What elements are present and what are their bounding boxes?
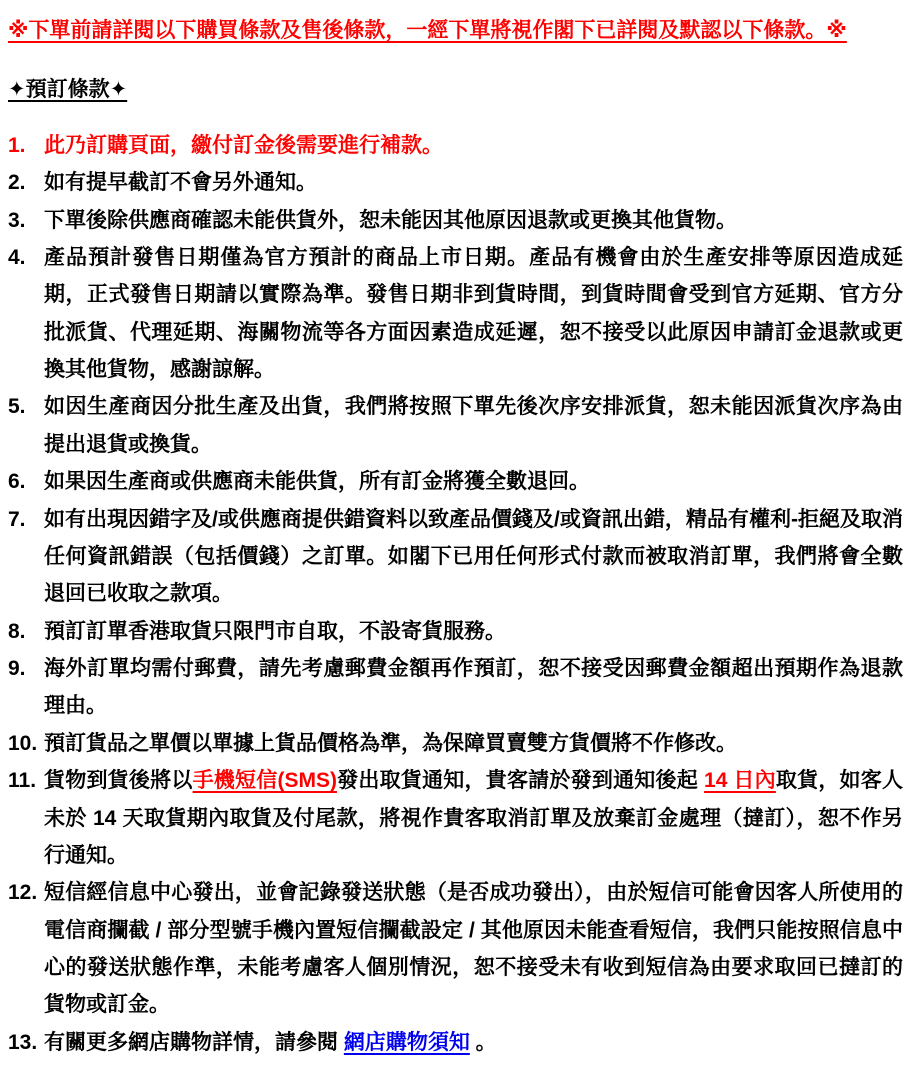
term-item — [8, 762, 903, 874]
term-item — [8, 164, 903, 201]
term-text-segment: 下單後除供應商確認未能供貨外，恕未能因其他原因退款或更換其他貨物。 — [44, 208, 737, 232]
highlight-red-text: 14 日內 — [704, 769, 776, 793]
term-number: 5. — [8, 395, 26, 419]
term-number: 2. — [8, 171, 26, 195]
term-text-segment: 如有出現因錯字及/或供應商提供錯資料以致產品價錢及/或資訊出錯，精品有權利-拒絕及取消任何資訊錯誤（包括價錢）之訂單。如閣下已用任何形式付款而被取消訂單，我們將會全數退回已收取之款項。 — [44, 507, 903, 606]
term-text-segment: 如因生產商因分批生產及出貨，我們將按照下單先後次序安排派貨，恕未能因派貨次序為由提出退貨或換貨。 — [44, 395, 903, 456]
term-number: 10. — [8, 731, 38, 755]
term-text-segment: 如果因生產商或供應商未能供貨，所有訂金將獲全數退回。 — [44, 470, 590, 494]
term-text — [44, 388, 903, 463]
term-item — [8, 613, 903, 650]
term-text — [44, 613, 903, 650]
term-number: 11. — [8, 769, 37, 793]
term-text-segment: 貨物到貨後將以 — [44, 769, 193, 793]
term-text-segment: 發出取貨通知，貴客請於發到通知後起 — [336, 769, 705, 793]
term-text — [44, 202, 903, 239]
term-number: 6. — [8, 470, 26, 494]
term-item — [8, 1024, 903, 1061]
term-number: 1. — [8, 133, 26, 157]
term-text — [44, 164, 903, 201]
term-number: 4. — [8, 245, 26, 269]
page-title: ※下單前請詳閱以下購買條款及售後條款，一經下單將視作閣下已詳閱及默認以下條款。※ — [8, 19, 847, 42]
term-number: 7. — [8, 507, 26, 531]
term-text-segment: 有關更多網店購物詳情，請參閱 — [44, 1030, 344, 1054]
term-text — [44, 762, 903, 874]
term-item — [8, 650, 903, 725]
term-text — [44, 650, 903, 725]
term-number: 3. — [8, 208, 26, 232]
terms-list — [8, 127, 903, 1061]
term-text-segment: 短信經信息中心發出，並會記錄發送狀態（是否成功發出），由於短信可能會因客人所使用的電信商攔截 / 部分型號手機內置短信攔截設定 / 其他原因未能查看短信，我們只能按照信息中心的發送狀態作準，未能考慮客人個別情況，恕不接受未有收到短信為由要求取回已撻訂的貨物或訂金。 — [44, 881, 903, 1017]
term-text-segment: 。 — [469, 1030, 497, 1054]
term-text-segment: 預訂貨品之單價以單據上貨品價格為準，為保障買賣雙方貨價將不作修改。 — [44, 731, 737, 755]
term-item — [8, 127, 903, 164]
term-number: 13. — [8, 1030, 38, 1054]
term-item — [8, 388, 903, 463]
term-item — [8, 501, 903, 613]
term-text — [44, 725, 903, 762]
highlight-red-text: 手機短信(SMS) — [192, 769, 337, 793]
term-text — [44, 501, 903, 613]
term-item — [8, 874, 903, 1024]
term-item — [8, 725, 903, 762]
term-number: 8. — [8, 619, 26, 643]
term-text — [44, 463, 903, 500]
term-number: 9. — [8, 657, 26, 680]
term-text-segment: 預訂訂單香港取貨只限門市自取，不設寄貨服務。 — [44, 619, 506, 643]
term-text — [44, 239, 903, 389]
term-text-segment: 此乃訂購頁面，繳付訂金後需要進行補款。 — [44, 133, 443, 157]
section-heading: ✦預訂條款✦ — [8, 78, 128, 102]
term-text-segment: 海外訂單均需付郵費，請先考慮郵費金額再作預訂，恕不接受因郵費金額超出預期作為退款理由。 — [44, 657, 903, 718]
term-text-segment: 取貨，如客人未於 14 天取貨期內取貨及付尾款，將視作貴客取消訂單及放棄訂金處理（撻訂），恕不作另行通知。 — [44, 769, 904, 867]
term-text — [44, 1024, 903, 1061]
term-text — [44, 127, 903, 164]
term-text — [44, 874, 903, 1024]
term-text-segment: 如有提早截訂不會另外通知。 — [44, 171, 317, 195]
term-item — [8, 239, 903, 389]
term-number: 12. — [8, 881, 38, 905]
term-text-segment: 產品預計發售日期僅為官方預計的商品上市日期。產品有機會由於生產安排等原因造成延期，正式發售日期請以實際為準。發售日期非到貨時間，到貨時間會受到官方延期、官方分批派貨、代理延期、海關物流等各方面因素造成延遲，恕不接受以此原因申請訂金退款或更換其他貨物，感謝諒解。 — [44, 245, 903, 381]
store-shopping-notice-link[interactable]: 網店購物須知 — [343, 1030, 470, 1054]
term-item — [8, 463, 903, 500]
term-item — [8, 202, 903, 239]
